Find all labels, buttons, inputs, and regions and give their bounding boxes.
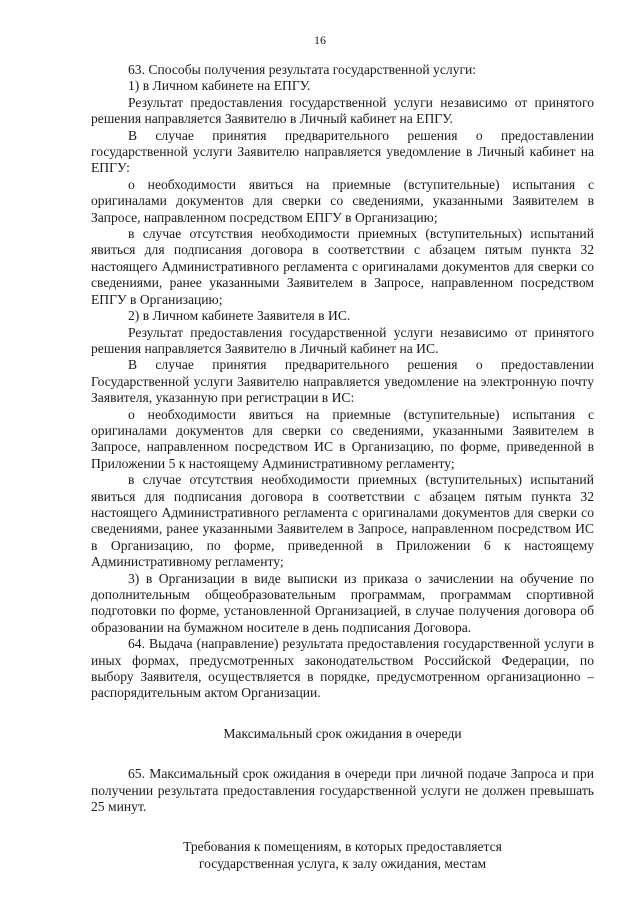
paragraph-contract-epgu: в случае отсутствия необходимости приемных (вступительных) испытаний явиться для подписания договора в соответствии с абзацем пятым пункта 32 настоящего Административного регламента с оригиналами документов для сверки со сведениями, ранее указанными Заявителем в Запросе, направленном посредством ЕПГУ в Организацию; [91,226,594,307]
paragraph-64: 64. Выдача (направление) результата предоставления государственной услуги в иных формах, предусмотренных законодательством Российской Федерации, по выбору Заявителя, осуществляется в порядке, предусмотренном организационно – распорядительным актом Организации. [91,636,594,701]
paragraph-item-3-organization: 3) в Организации в виде выписки из приказа о зачислении на обучение по дополнительным общеобразовательным программам, программам спортивной подготовки по форме, установленной Организацией, в случае получения договора об образовании на бумажном носителе в день подписания Договора. [91,570,594,635]
paragraph-tests-is: о необходимости явиться на приемные (вступительные) испытания с оригиналами документов для сверки со сведениями, указанными Заявителем в Запросе, направленном посредством ИС в Организацию, по форме, приведенной в Приложении 5 к настоящему Административному регламенту; [91,406,594,471]
document-body [91,62,594,872]
paragraph-63-title: 63. Способы получения результата государственной услуги: [128,62,477,77]
paragraph-result-epgu: Результат предоставления государственной услуги независимо от принятого решения направляется Заявителю в Личный кабинет на ЕПГУ. [91,94,594,127]
paragraph-result-is: Результат предоставления государственной услуги независимо от принятого решения направляется Заявителю в Личный кабинет на ИС. [91,324,594,356]
paragraph-tests-epgu: о необходимости явиться на приемные (вступительные) испытания с оригиналами документов для сверки со сведениями, указанными Заявителем в Запросе, направленном посредством ЕПГУ в Организацию; [91,176,594,225]
paragraph-preliminary-epgu: В случае принятия предварительного решения о предоставлении государственной услуги Заявителю направляется уведомление в Личный кабинет на ЕПГУ: [91,127,594,176]
section-heading-requirements-line-2: государственная услуга, к залу ожидания, местам [198,855,487,871]
paragraph-contract-is: в случае отсутствия необходимости приемных (вступительных) испытаний явиться для подписания договора в соответствии с абзацем пятым пункта 32 настоящего Административного регламента с оригиналами документов для сверки со сведениями, ранее указанными Заявителем в Запросе, направленном посредством ИС в Организацию, по форме, приведенной в Приложении 6 к настоящему Административному регламенту; [91,472,594,570]
paragraph-65: 65. Максимальный срок ожидания в очереди при личной подаче Запроса и при получении результата предоставления государственной услуги не должен превышать 25 минут. [91,766,594,815]
section-heading-requirements-line-1: Требования к помещениям, в которых предоставляется [183,839,502,855]
paragraph-item-1-epgu: 1) в Личном кабинете на ЕПГУ. [128,78,311,94]
page-number: 16 [314,33,326,47]
section-heading-max-wait: Максимальный срок ожидания в очереди [223,725,462,741]
paragraph-item-2-is: 2) в Личном кабинете Заявителя в ИС. [128,308,351,324]
paragraph-preliminary-is: В случае принятия предварительного решения о предоставлении Государственной услуги Заявителю направляется уведомление на электронную почту Заявителя, указанную при регистрации в ИС: [91,357,594,406]
